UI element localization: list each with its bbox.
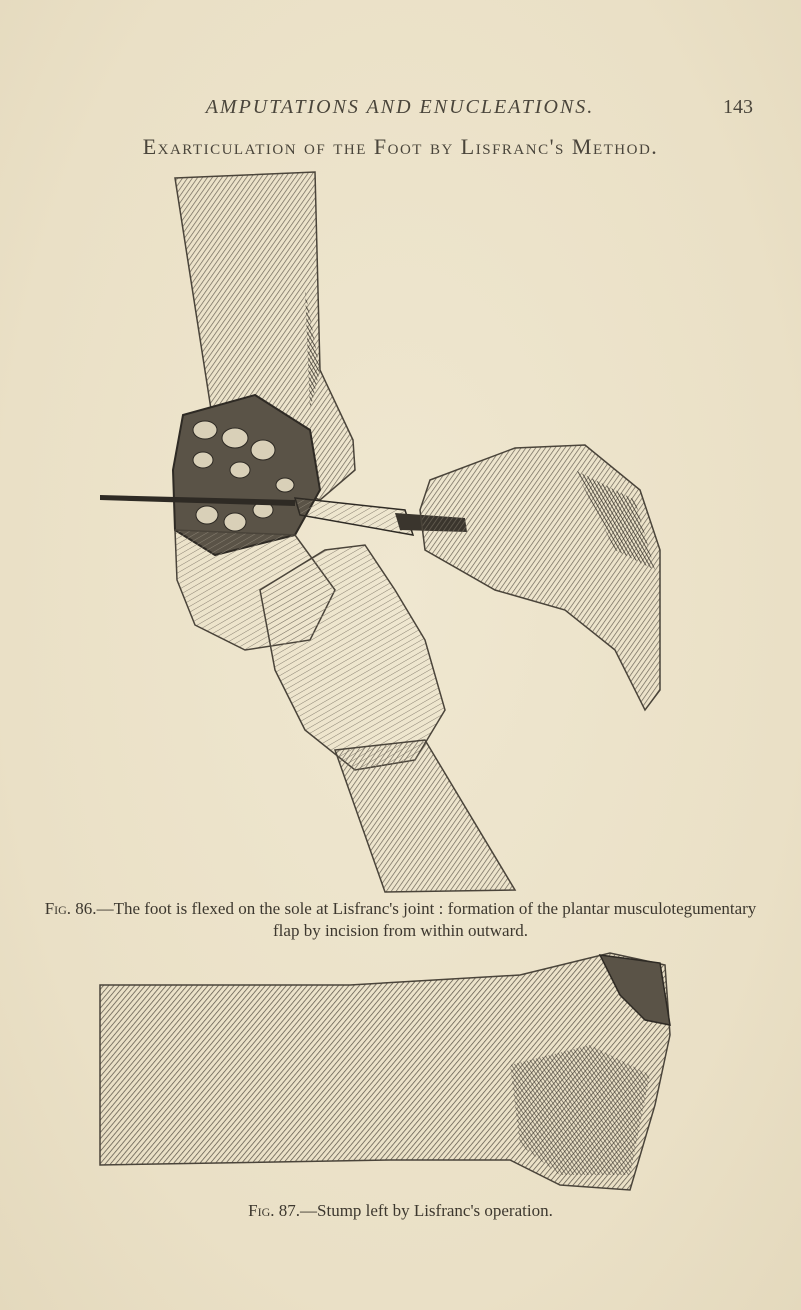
figure-87-caption-text: —Stump left by Lisfranc's operation. (300, 1201, 553, 1220)
section-title: Exarticulation of the Foot by Lisfranc's Method. (142, 134, 659, 159)
foot-flap-engraving (95, 170, 675, 895)
figure-87-caption (40, 1200, 761, 1222)
running-title: AMPUTATIONS AND ENUCLEATIONS. (205, 96, 595, 118)
running-head (0, 96, 801, 126)
figure-86-caption (40, 898, 761, 942)
figure-86-label: Fig. 86. (44, 899, 97, 918)
figure-87-illustration (90, 945, 680, 1200)
page-number: 143 (723, 96, 753, 118)
stump-engraving (90, 945, 680, 1200)
figure-86-illustration (95, 170, 675, 895)
figure-87-label: Fig. 87. (248, 1201, 301, 1220)
figure-86-caption-text: —The foot is flexed on the sole at Lisfranc's joint : formation of the plantar musculotegumentary flap by incision from within outward. (96, 899, 757, 940)
